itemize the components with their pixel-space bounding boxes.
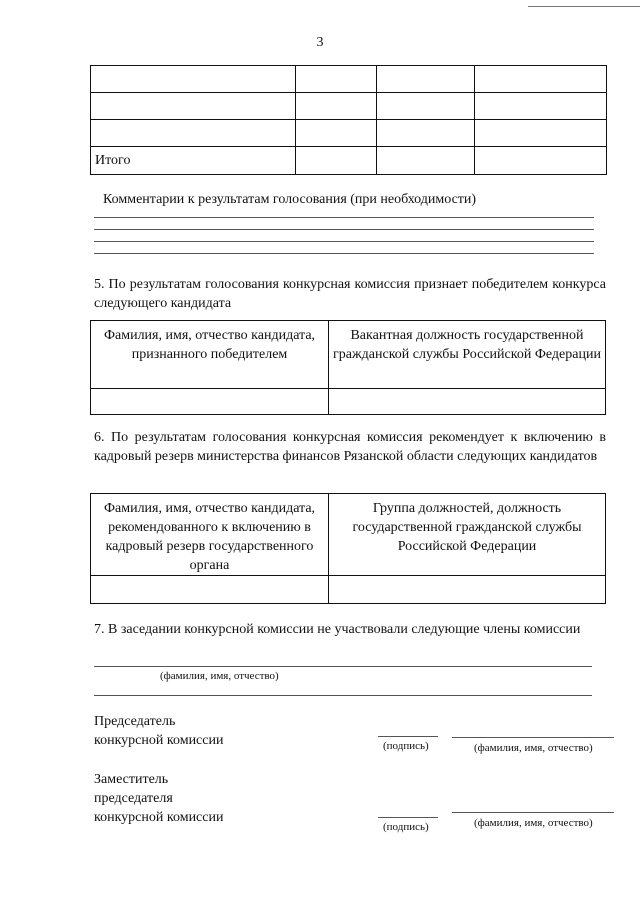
section-5-text: 5. По результатам голосования конкурсная комиссия признает победителем конкурса следующего кандидата (94, 277, 606, 311)
absent-members-line (94, 695, 592, 696)
fio-hint: (фамилия, имя, отчество) (160, 670, 279, 682)
chair-label (94, 712, 223, 750)
table-cell (377, 66, 475, 93)
chair-label-line: Председатель (94, 714, 176, 729)
table-cell (475, 120, 607, 147)
signature-line (378, 817, 438, 818)
total-label: Итого (91, 147, 296, 175)
reserve-table (90, 493, 606, 604)
table-row (91, 93, 607, 120)
table-cell (475, 93, 607, 120)
table-cell (296, 120, 377, 147)
deputy-label-line: конкурсной комиссии (94, 810, 224, 825)
table-row (91, 576, 606, 604)
comment-line (94, 253, 594, 254)
winner-name-header: Фамилия, имя, отчество кандидата, признанного победителем (91, 321, 329, 389)
table-cell (296, 66, 377, 93)
table-cell (377, 120, 475, 147)
fio-hint: (фамилия, имя, отчество) (474, 817, 593, 829)
table-cell (296, 147, 377, 175)
table-cell (329, 576, 606, 604)
table-cell (91, 389, 329, 415)
deputy-chair-label (94, 770, 223, 827)
table-cell (475, 66, 607, 93)
table-header-row (91, 321, 606, 389)
table-row (91, 66, 607, 93)
table-cell (296, 93, 377, 120)
vote-results-table (90, 65, 607, 175)
section-6-text: 6. По результатам голосования конкурсная комиссия рекомендует к включению в кадровый резерв министерства финансов Рязанской области следующих кандидатов (94, 430, 606, 464)
deputy-label-line: председателя (94, 791, 173, 806)
comments-label: Комментарии к результатам голосования (при необходимости) (103, 192, 477, 207)
table-cell (329, 389, 606, 415)
fio-hint: (фамилия, имя, отчество) (474, 742, 593, 754)
comment-line (94, 229, 594, 230)
table-cell (91, 66, 296, 93)
absent-members-line (94, 666, 592, 667)
total-row (91, 147, 607, 175)
table-cell (91, 93, 296, 120)
chair-label-line: конкурсной комиссии (94, 733, 224, 748)
page-number: 3 (316, 35, 324, 50)
table-row (91, 389, 606, 415)
page-top-rule (528, 6, 640, 7)
fio-line (452, 737, 614, 738)
signature-hint: (подпись) (383, 740, 429, 752)
signature-line (378, 736, 438, 737)
table-cell (377, 93, 475, 120)
winner-table (90, 320, 606, 415)
vacant-position-header: Вакантная должность государственной гражданской службы Российской Федерации (329, 321, 606, 389)
table-row (91, 120, 607, 147)
comment-line (94, 217, 594, 218)
position-group-header: Группа должностей, должность государственной гражданской службы Российской Федерации (329, 494, 606, 576)
table-header-row (91, 494, 606, 576)
table-cell (475, 147, 607, 175)
deputy-label-line: Заместитель (94, 772, 169, 787)
comment-line (94, 241, 594, 242)
table-cell (91, 120, 296, 147)
table-cell (377, 147, 475, 175)
fio-line (452, 812, 614, 813)
reserve-candidate-header: Фамилия, имя, отчество кандидата, рекомендованного к включению в кадровый резерв государственного органа (91, 494, 329, 576)
table-cell (91, 576, 329, 604)
section-7-text: 7. В заседании конкурсной комиссии не участвовали следующие члены комиссии (94, 622, 581, 637)
signature-hint: (подпись) (383, 821, 429, 833)
